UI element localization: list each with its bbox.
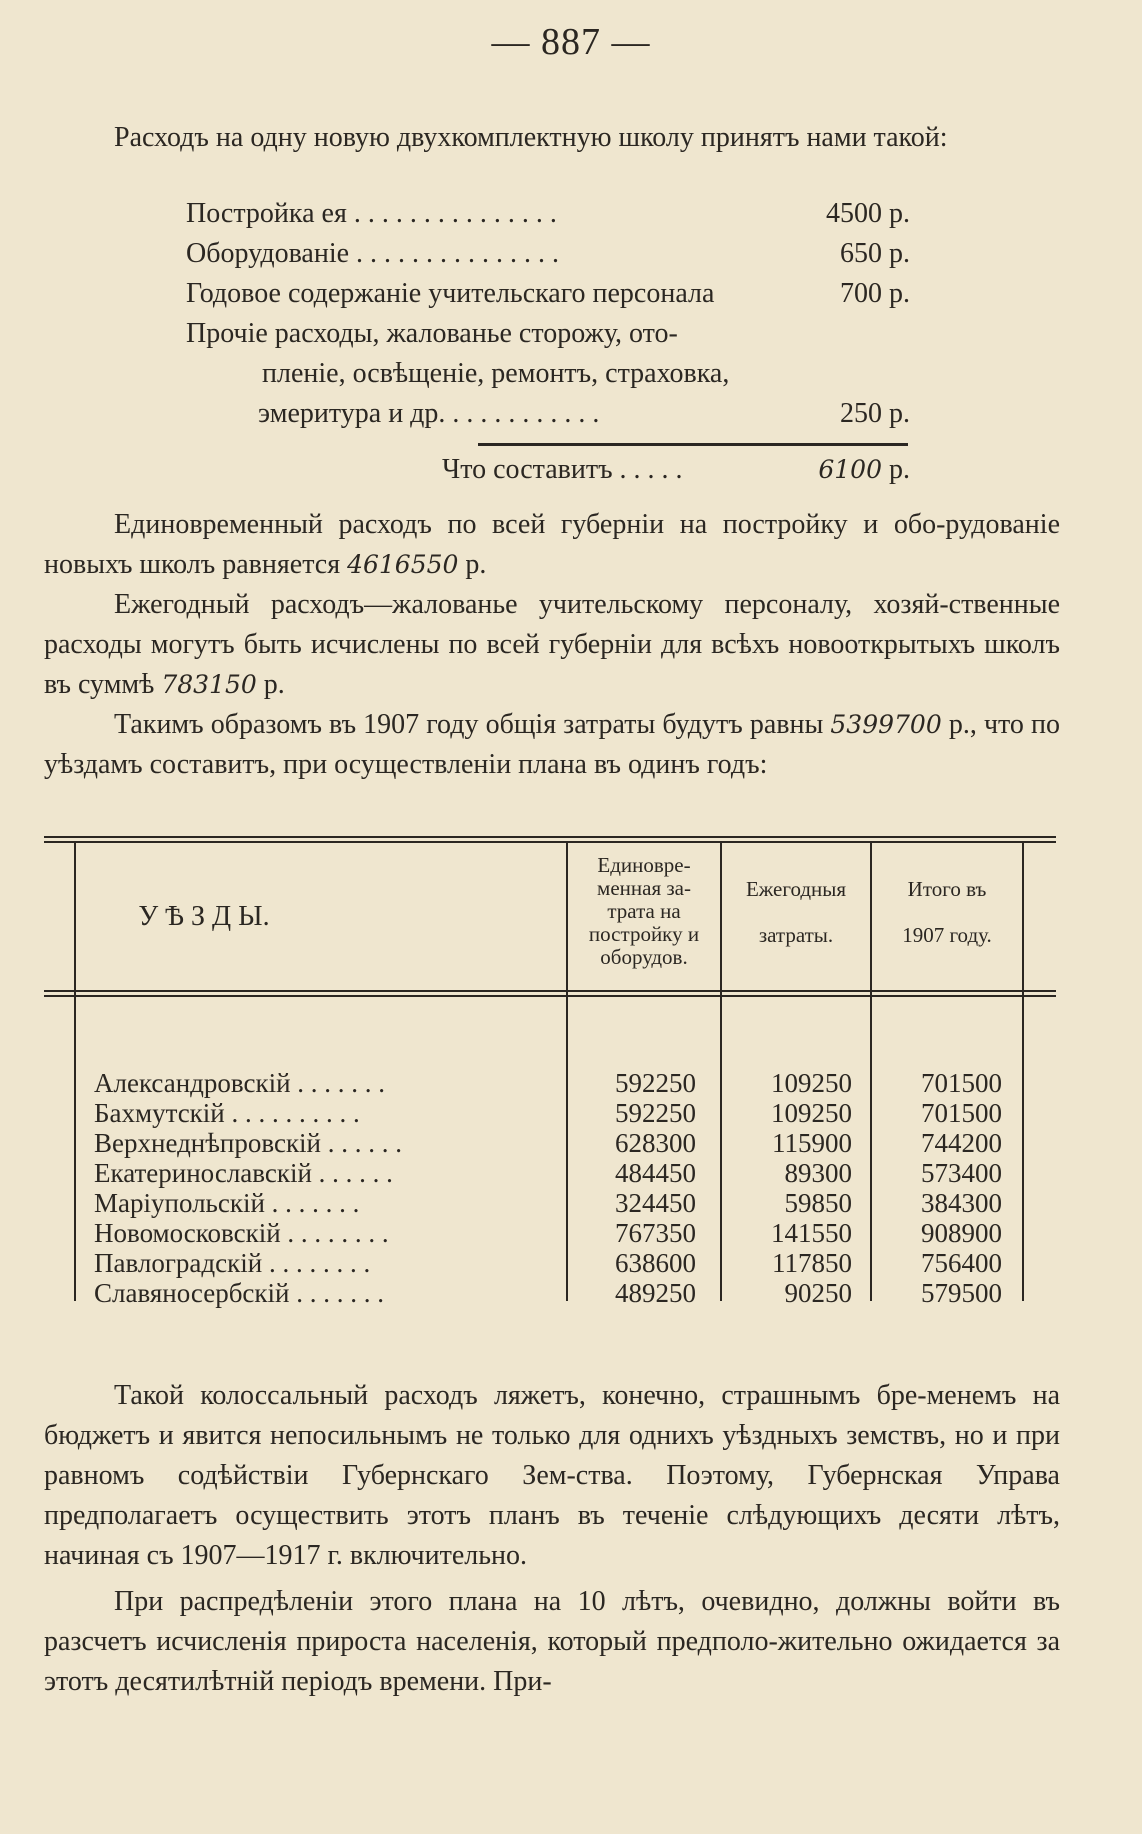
district-name: Екатеринославскій . . . . . . (94, 1158, 393, 1188)
header-line: Итого въ (907, 877, 987, 901)
intro-text: Расходъ на одну новую двухкомплектную школу принятъ нами такой: (114, 122, 948, 153)
cost-row (186, 318, 910, 358)
handwritten-amount: 5399700 (830, 710, 942, 739)
header-districts: У Ѣ З Д Ы. (138, 901, 270, 932)
paragraph-total (44, 705, 1060, 785)
onetime-value: 767350 (615, 1218, 696, 1248)
cost-row (186, 278, 910, 318)
yearly-value: 115900 (772, 1128, 852, 1158)
cost-label: Прочіе расходы, жалованье сторожу, ото- (186, 318, 678, 349)
table-header-rule (44, 990, 1056, 992)
onetime-value: 324450 (615, 1188, 696, 1218)
total-value: 908900 (921, 1218, 1002, 1248)
handwritten-amount: 783150 (161, 670, 257, 699)
header-onetime (568, 854, 720, 969)
onetime-value: 628300 (615, 1128, 696, 1158)
header-line: постройку и (588, 922, 700, 946)
yearly-value: 89300 (784, 1158, 852, 1188)
cost-label: Постройка ея . . . . . . . . . . . . . . . (186, 198, 557, 229)
cost-row (186, 358, 910, 398)
total-value: 756400 (921, 1248, 1002, 1278)
table-row (44, 1098, 1056, 1128)
yearly-value: 117850 (772, 1248, 852, 1278)
cost-total-row (186, 454, 910, 494)
paragraph-onetime (44, 505, 1060, 585)
onetime-value: 592250 (615, 1098, 696, 1128)
cost-label: Годовое содержаніе учительскаго персонала (186, 278, 715, 309)
header-line: оборудов. (600, 945, 688, 969)
table-row (44, 1278, 1056, 1308)
total-value: 701500 (921, 1098, 1002, 1128)
district-name: Славяносербскій . . . . . . . (94, 1278, 384, 1308)
page-number: — 887 — (491, 21, 651, 63)
header-yearly (722, 878, 870, 947)
cost-value: 700 р. (840, 278, 910, 309)
district-name: Маріупольскій . . . . . . . (94, 1188, 360, 1218)
closing-paragraphs (44, 1376, 1060, 1702)
cost-row (186, 198, 910, 238)
district-table (44, 836, 1056, 1312)
cost-value: 650 р. (840, 238, 910, 269)
cost-label: эмеритура и др. . . . . . . . . . . . (258, 398, 600, 429)
onetime-value: 592250 (615, 1068, 696, 1098)
yearly-value: 109250 (771, 1098, 852, 1128)
yearly-value: 90250 (784, 1278, 852, 1308)
onetime-value: 484450 (615, 1158, 696, 1188)
header-line: трата на (607, 899, 681, 923)
cost-total-label: Что составитъ . . . . . (442, 454, 683, 485)
header-total (872, 878, 1022, 947)
total-value: 744200 (921, 1128, 1002, 1158)
table-row (44, 1068, 1056, 1098)
unit: р. (263, 669, 285, 700)
total-value: 384300 (921, 1188, 1002, 1218)
table-row (44, 1248, 1056, 1278)
header-line: Ежегодныя (745, 877, 847, 901)
intro-paragraph (44, 118, 1060, 158)
district-name: Павлоградскій . . . . . . . . (94, 1248, 371, 1278)
cost-value: 250 р. (840, 398, 910, 429)
district-name: Верхнеднѣпровскій . . . . . . (94, 1128, 403, 1158)
paragraph-text: Единовременный расходъ по всей губерніи на постройку и обо-рудованіе новыхъ школъ равняется (44, 509, 1060, 580)
table-header-rule (44, 995, 1056, 997)
header-line: 1907 году. (902, 923, 992, 947)
header-line (872, 901, 1022, 924)
table-top-rule (44, 836, 1056, 838)
cost-label: пленіе, освѣщеніе, ремонтъ, страховка, (262, 358, 730, 389)
cost-total-unit: р. (889, 454, 910, 485)
total-value: 573400 (921, 1158, 1002, 1188)
total-value: 701500 (921, 1068, 1002, 1098)
cost-total-amount: 6100 (818, 455, 882, 484)
header-line: затраты. (758, 923, 834, 947)
district-name: Новомосковскій . . . . . . . . (94, 1218, 389, 1248)
cost-total-value (818, 454, 910, 486)
table-row (44, 1158, 1056, 1188)
yearly-value: 109250 (771, 1068, 852, 1098)
table-row (44, 1188, 1056, 1218)
paragraph-text: Такимъ образомъ въ 1907 году общія затраты будутъ равны (114, 709, 824, 740)
header-line: менная за- (597, 876, 691, 900)
sum-rule (478, 443, 908, 446)
handwritten-amount: 4616550 (347, 550, 459, 579)
paragraph-conclusion: Такой колоссальный расходъ ляжетъ, конечно, страшнымъ бре-менемъ на бюджетъ и явится непосильнымъ не только для однихъ уѣздныхъ земствъ, но и при равномъ содѣйствіи Губернскаго Зем-ства. Поэтому, Губернская Управа предполагаетъ осуществить этотъ планъ въ теченіе слѣдующихъ десяти лѣтъ, начиная съ 1907—1917 г. включительно. (44, 1380, 1060, 1571)
header-line (722, 901, 870, 924)
cost-row (186, 398, 910, 438)
table-row (44, 1218, 1056, 1248)
body-paragraphs (44, 505, 1060, 785)
cost-value: 4500 р. (826, 198, 910, 229)
total-value: 579500 (921, 1278, 1002, 1308)
table-top-rule (44, 841, 1056, 843)
cost-row (186, 238, 910, 278)
paragraph-text: Ежегодный расходъ—жалованье учительскому персоналу, хозяй-ственные расходы могутъ быть исчислены по всей губерніи для всѣхъ новооткрытыхъ школъ въ суммѣ (44, 589, 1060, 700)
yearly-value: 59850 (784, 1188, 852, 1218)
cost-label: Оборудованіе . . . . . . . . . . . . . . . (186, 238, 560, 269)
table-row (44, 1128, 1056, 1158)
paragraph-yearly (44, 585, 1060, 705)
district-name: Александровскій . . . . . . . (94, 1068, 386, 1098)
yearly-value: 141550 (771, 1218, 852, 1248)
paragraph-last: При распредѣленіи этого плана на 10 лѣтъ, очевидно, должны войти въ разсчетъ исчисленія прироста населенія, который предполо-жительно ожидается за этотъ десятилѣтній періодъ времени. При- (44, 1586, 1060, 1697)
header-line: Единовре- (597, 853, 691, 877)
onetime-value: 638600 (615, 1248, 696, 1278)
paragraph-text: р., что по уѣздамъ составитъ, при осуществленіи плана въ одинъ годъ: (44, 709, 1061, 780)
onetime-value: 489250 (615, 1278, 696, 1308)
unit: р. (465, 549, 487, 580)
district-name: Бахмутскій . . . . . . . . . . (94, 1098, 360, 1128)
